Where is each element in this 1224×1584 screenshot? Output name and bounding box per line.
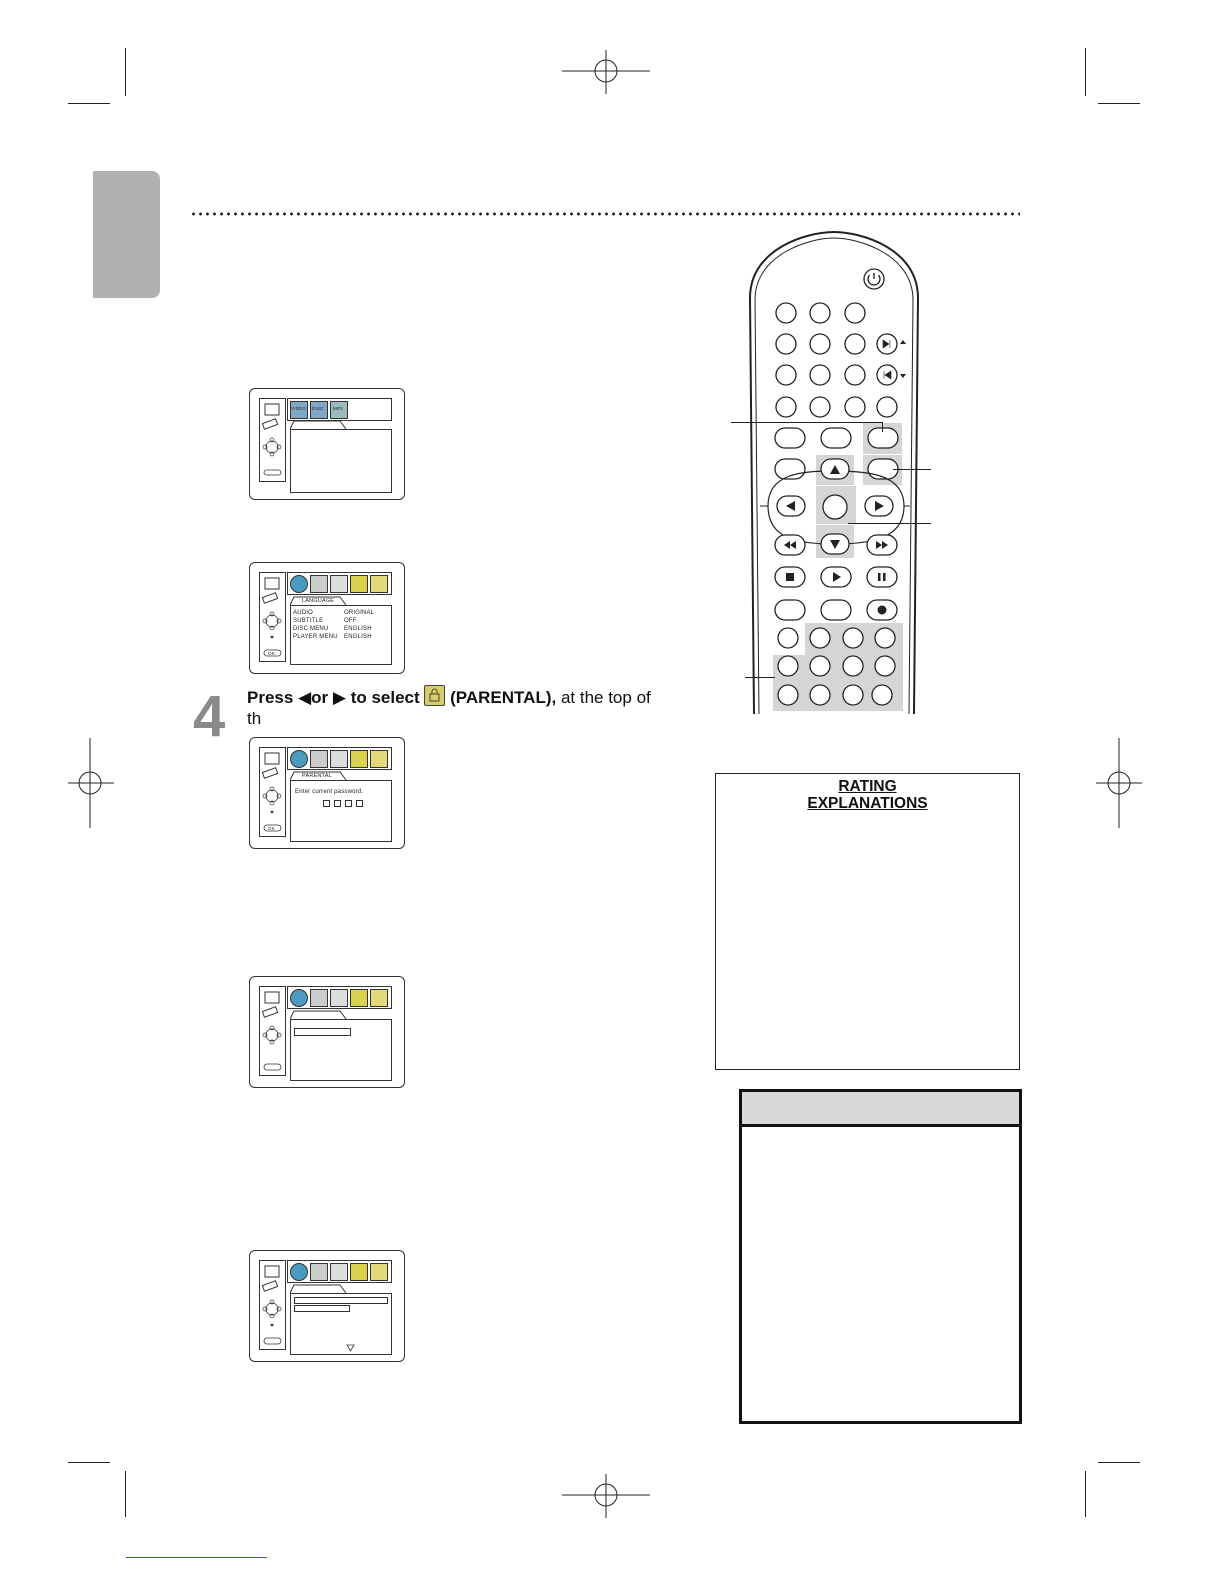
osd-remote-icon — [260, 573, 285, 661]
display-icon — [310, 750, 328, 768]
password-digit — [323, 800, 330, 807]
callout-line — [731, 422, 883, 423]
mp3-icon: MP3 — [330, 401, 348, 419]
language-globe-icon — [290, 750, 308, 768]
remote-control — [728, 228, 938, 718]
disc-icon: DISC — [310, 401, 328, 419]
password-prompt: Enter current password. — [295, 789, 364, 795]
footer-link-underline — [126, 1557, 267, 1558]
crop-mark — [1085, 48, 1086, 96]
display-icon — [310, 1263, 328, 1281]
osd-side-panel: OK — [259, 572, 286, 662]
crop-mark — [1085, 1471, 1086, 1517]
display-icon — [310, 575, 328, 593]
osd-panel-tab — [290, 1284, 350, 1294]
section-tab — [93, 171, 160, 298]
password-digit — [334, 800, 341, 807]
rating-explanations-box — [715, 773, 1020, 1070]
callout-line — [745, 677, 775, 678]
callout-line — [893, 469, 931, 470]
language-globe-icon — [290, 1263, 308, 1281]
step-to-select: to select — [350, 688, 420, 707]
crop-mark — [68, 103, 110, 104]
scroll-down-icon — [346, 1344, 356, 1352]
osd-screen-rating-list — [249, 1250, 405, 1362]
step-4-instruction — [247, 685, 697, 729]
callout-line — [848, 523, 931, 524]
lock-icon — [350, 575, 368, 593]
crop-mark — [1098, 1462, 1140, 1463]
callout-line — [882, 422, 883, 432]
osd-highlight-bar — [294, 1297, 388, 1304]
osd-remote-icon — [260, 1261, 285, 1349]
others-icon — [370, 575, 388, 593]
language-globe-icon — [290, 575, 308, 593]
osd-content-panel — [290, 1019, 392, 1081]
password-digit — [345, 800, 352, 807]
osd-side-panel — [259, 986, 286, 1076]
osd-tab-label: LANGUAGE — [302, 598, 335, 604]
right-arrow-icon: ▶ — [332, 688, 346, 707]
crop-mark — [125, 48, 126, 96]
lock-icon — [350, 989, 368, 1007]
lock-icon — [424, 685, 445, 706]
registration-mark-left — [68, 738, 114, 828]
audio-icon — [330, 989, 348, 1007]
osd-panel-tab — [290, 1010, 350, 1020]
osd-icon-bar — [287, 398, 392, 421]
registration-mark-bottom — [560, 1474, 652, 1518]
dotted-rule — [190, 212, 1020, 216]
step-or: or — [311, 688, 329, 707]
crop-mark — [1098, 103, 1140, 104]
osd-remote-icon — [260, 748, 285, 836]
osd-tab-label: PARENTAL — [302, 773, 332, 779]
osd-screen-rating-level — [249, 976, 405, 1088]
left-arrow-icon: ◀ — [298, 688, 312, 707]
osd-remote-icon — [260, 987, 285, 1075]
osd-content-panel — [290, 780, 392, 842]
lock-icon — [350, 1263, 368, 1281]
osd-side-panel: OK — [259, 747, 286, 837]
osd-highlight-bar — [294, 1305, 350, 1312]
osd-screen-setup — [249, 388, 405, 500]
audio-icon — [330, 1263, 348, 1281]
osd-panel-tab — [290, 420, 350, 430]
video-icon: VIDEO — [290, 401, 308, 419]
others-icon — [370, 750, 388, 768]
crop-mark — [125, 1471, 126, 1517]
lock-icon — [350, 750, 368, 768]
display-icon — [310, 989, 328, 1007]
osd-icon-bar — [287, 986, 392, 1009]
registration-mark-right — [1096, 738, 1142, 828]
registration-mark-top — [560, 50, 652, 94]
osd-side-panel — [259, 1260, 286, 1350]
audio-icon — [330, 750, 348, 768]
step-tail: at the top of — [560, 688, 651, 707]
step-parental: (PARENTAL), — [450, 688, 557, 707]
rating-title: RATING EXPLANATIONS — [807, 778, 928, 812]
step-press: Press — [247, 688, 294, 707]
osd-icon-bar — [287, 1260, 392, 1283]
crop-mark — [68, 1462, 110, 1463]
osd-remote-icon — [260, 399, 285, 481]
others-icon — [370, 1263, 388, 1281]
osd-icon-bar — [287, 572, 392, 595]
osd-content-panel — [290, 1293, 392, 1355]
audio-icon — [330, 575, 348, 593]
helpful-hints-box — [739, 1089, 1022, 1424]
osd-content-panel: AUDIO ORIGINAL SUBTITLE OFF DISC MENU ENGLISH PLAYER MENU ENGLISH — [290, 605, 392, 665]
osd-screen-language — [249, 562, 405, 674]
step-next: th — [247, 709, 262, 728]
password-digit — [356, 800, 363, 807]
osd-side-panel — [259, 398, 286, 482]
helpful-hints-header — [742, 1092, 1019, 1127]
osd-icon-bar — [287, 747, 392, 770]
osd-content-panel — [290, 429, 392, 493]
step-number: 4 — [193, 684, 226, 749]
osd-highlight-bar — [294, 1028, 351, 1036]
osd-screen-parental — [249, 737, 405, 849]
others-icon — [370, 989, 388, 1007]
language-globe-icon — [290, 989, 308, 1007]
